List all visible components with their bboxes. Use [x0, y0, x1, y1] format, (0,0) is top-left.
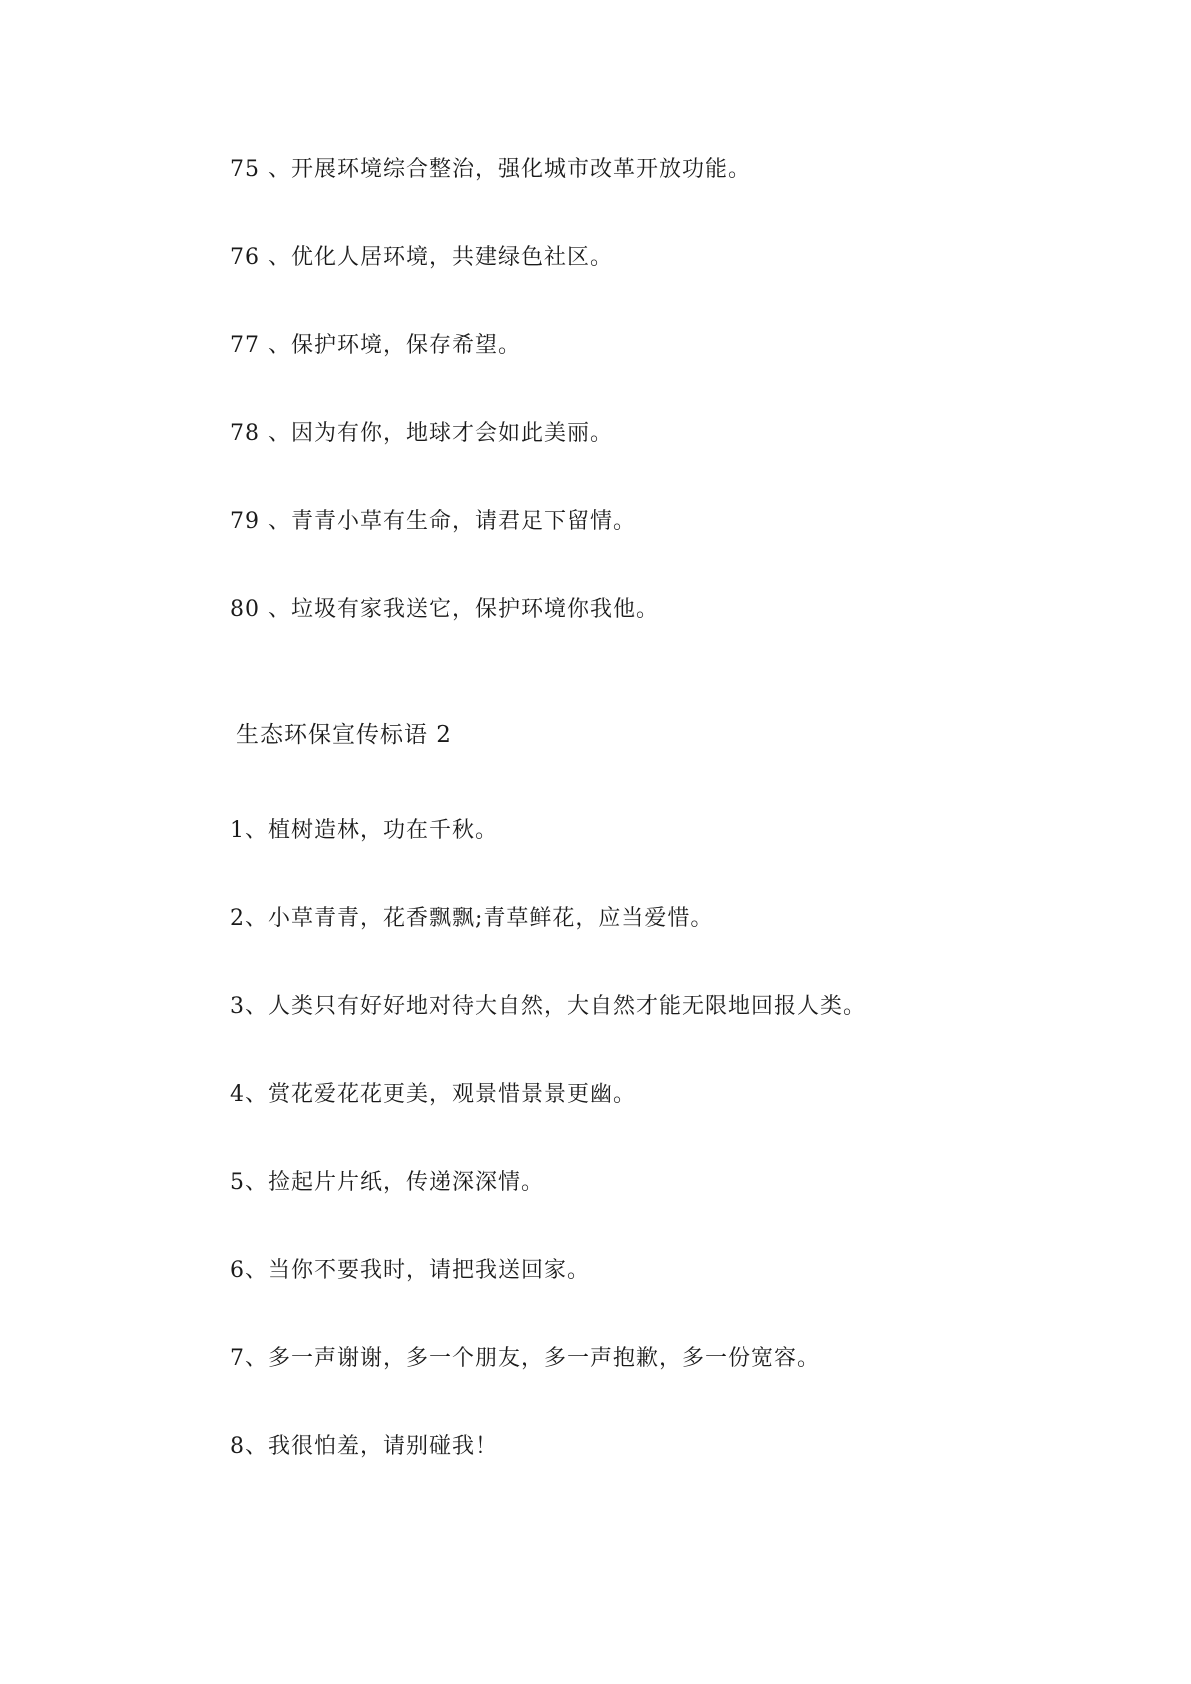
- slogan-5: 5、捡起片片纸，传递深深情。: [230, 1170, 544, 1195]
- slogan-2: 2、小草青青，花香飘飘;青草鲜花，应当爱惜。: [230, 906, 714, 931]
- slogan-7: 7、多一声谢谢，多一个朋友，多一声抱歉，多一份宽容。: [230, 1346, 820, 1371]
- slogan-1: 1、植树造林，功在千秋。: [230, 818, 498, 843]
- section-heading: 生态环保宣传标语 2: [236, 722, 452, 748]
- slogan-6: 6、当你不要我时，请把我送回家。: [230, 1258, 590, 1283]
- slogan-8: 8、我很怕羞，请别碰我！: [230, 1434, 498, 1459]
- slogan-75: 75 、开展环境综合整治，强化城市改革开放功能。: [230, 157, 751, 182]
- slogan-80: 80 、垃圾有家我送它，保护环境你我他。: [230, 597, 659, 622]
- slogan-79: 79 、青青小草有生命，请君足下留情。: [230, 509, 636, 534]
- slogan-77: 77 、保护环境，保存希望。: [230, 333, 521, 358]
- slogan-76: 76 、优化人居环境，共建绿色社区。: [230, 245, 613, 270]
- slogan-3: 3、人类只有好好地对待大自然，大自然才能无限地回报人类。: [230, 994, 866, 1019]
- slogan-4: 4、赏花爱花花更美，观景惜景景更幽。: [230, 1082, 636, 1107]
- slogan-78: 78 、因为有你，地球才会如此美丽。: [230, 421, 613, 446]
